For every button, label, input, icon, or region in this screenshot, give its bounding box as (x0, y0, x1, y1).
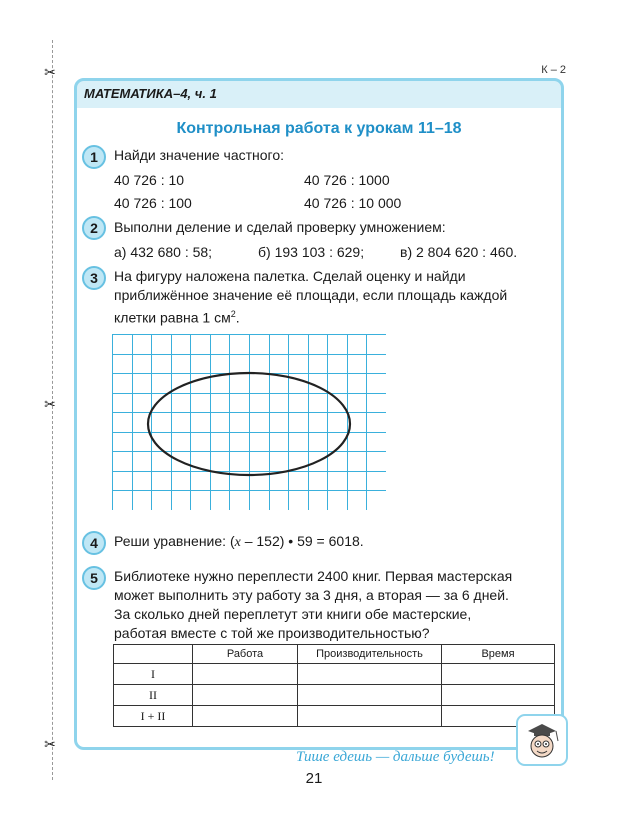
task-number-3: 3 (82, 266, 106, 290)
task-3-last-line: клетки равна 1 см (114, 309, 231, 326)
division-item: а) 432 680 : 58; (114, 244, 213, 260)
table-row (114, 685, 555, 706)
scissors-icon: ✂ (44, 64, 56, 80)
period: . (235, 309, 240, 326)
task-5-text (114, 567, 512, 643)
variable-x: x (234, 535, 241, 550)
superscript: 2 (230, 309, 236, 319)
task-5-line: Библиотеке нужно переплести 2400 книг. Первая мастерская (114, 568, 513, 584)
header-cell: Время (442, 645, 555, 664)
equation-start: Реши уравнение: ( (114, 533, 235, 549)
table-cell[interactable] (193, 685, 298, 706)
row-label: I + II (114, 706, 193, 727)
task-5-line: работая вместе с той же производительностью? (114, 625, 430, 641)
division-item: б) 193 103 : 629; (258, 244, 365, 260)
header-cell: Работа (193, 645, 298, 664)
division-item: в) 2 804 620 : 460. (400, 244, 518, 260)
table-cell[interactable] (193, 664, 298, 685)
palette-grid (112, 334, 386, 510)
table-row (114, 706, 555, 727)
table-cell[interactable] (298, 706, 442, 727)
motto: Тише едешь — дальше будешь! (296, 749, 495, 765)
equation-end: – 152) • 59 = 6018. (240, 533, 364, 549)
page-title: Контрольная работа к урокам 11–18 (176, 120, 462, 137)
table-cell[interactable] (442, 685, 555, 706)
task-3-line: приближённое значение её площади, если площадь каждой (114, 287, 508, 303)
table-cell[interactable] (298, 664, 442, 685)
table-row (114, 664, 555, 685)
table-cell[interactable] (442, 664, 555, 685)
subject-label: МАТЕМАТИКА–4, ч. 1 (84, 86, 217, 101)
task-5-line: За сколько дней переплетут эти книги обе мастерские, (114, 606, 472, 622)
table-header-row (114, 645, 555, 664)
task-3-line: На фигуру наложена палетка. Сделай оценку и найди (114, 268, 466, 284)
work-table (113, 644, 555, 727)
expression: 40 726 : 10 (114, 172, 185, 188)
task-3-text (114, 267, 507, 328)
task-5-line: может выполнить эту работу за 3 дня, а вторая — за 6 дней. (114, 587, 509, 603)
header-cell (114, 645, 193, 664)
task-4-text (114, 533, 364, 551)
task-number-4: 4 (82, 531, 106, 555)
expression: 40 726 : 10 000 (304, 195, 402, 211)
task-3-line (114, 305, 507, 328)
table-cell[interactable] (298, 685, 442, 706)
task-number-2: 2 (82, 216, 106, 240)
mascot-icon (516, 714, 568, 766)
task-number-5: 5 (82, 566, 106, 590)
header-cell: Производительность (298, 645, 442, 664)
task-1-text: Найди значение частного: (114, 147, 285, 163)
page-number: 21 (305, 770, 323, 787)
scissors-icon: ✂ (44, 736, 56, 752)
expression: 40 726 : 100 (114, 195, 192, 211)
scissors-icon: ✂ (44, 396, 56, 412)
task-2-text: Выполни деление и сделай проверку умножением: (114, 219, 446, 235)
task-number-1: 1 (82, 145, 106, 169)
test-code: К – 2 (541, 64, 566, 76)
row-label: I (114, 664, 193, 685)
row-label: II (114, 685, 193, 706)
table-cell[interactable] (193, 706, 298, 727)
expression: 40 726 : 1000 (304, 172, 390, 188)
